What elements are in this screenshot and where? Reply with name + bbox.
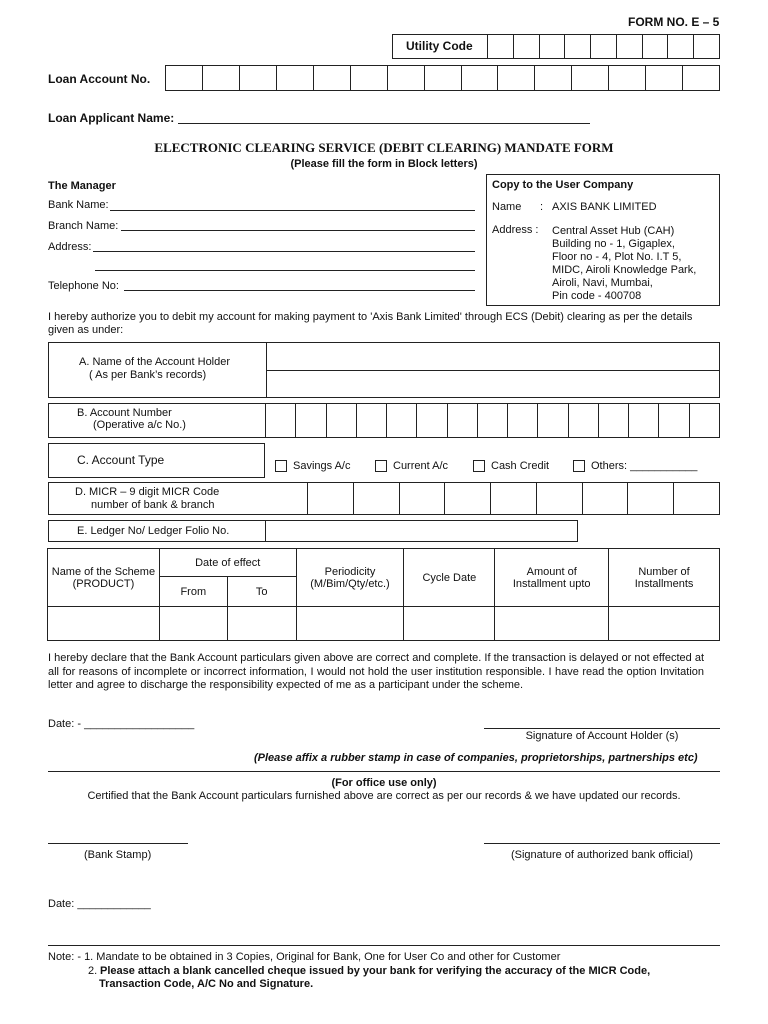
address-line: Airoli, Navi, Mumbai, [552, 277, 653, 289]
periodicity-input[interactable] [296, 607, 404, 641]
user-company-box [486, 174, 720, 306]
others-checkbox[interactable] [573, 460, 585, 472]
amount-header-line2: Installment upto [512, 577, 591, 590]
user-company-name-colon: : [540, 201, 544, 213]
to-header: To [227, 577, 296, 607]
others-label: Others: ___________ [591, 460, 698, 472]
micr-sublabel: number of bank & branch [91, 499, 215, 511]
number-input[interactable] [609, 607, 720, 641]
address-line: MIDC, Airoli Knowledge Park, [552, 264, 697, 276]
account-holder-sublabel: ( As per Bank’s records) [89, 369, 207, 381]
divider [48, 945, 720, 946]
form-number: FORM NO. E – 5 [628, 15, 720, 29]
user-company-address [552, 225, 696, 303]
cash-credit-option[interactable] [473, 460, 549, 472]
stamp-note: (Please affix a rubber stamp in case of companies, proprietorships, partnerships etc) [254, 752, 698, 764]
cash-credit-label: Cash Credit [491, 460, 550, 472]
office-use-heading: (For office use only) [331, 777, 437, 789]
micr-label: D. MICR – 9 digit MICR Code [75, 486, 220, 498]
amount-header-line1: Amount of [526, 565, 577, 578]
manager-heading: The Manager [48, 180, 116, 192]
micr-label-cell [48, 482, 308, 515]
ledger-input[interactable] [265, 520, 578, 542]
user-company-heading: Copy to the User Company [492, 179, 634, 191]
others-option[interactable] [573, 460, 697, 472]
bank-name-label: Bank Name: [48, 199, 109, 211]
address-line: Floor no - 4, Plot No. I.T 5, [552, 251, 682, 263]
declaration-text: I hereby declare that the Bank Account particulars given above are correct and complete. If the transaction is delayed or not effected at all for reasons of incomplete or incorrect information, I would not hold the user institution responsible. I have read the option Invitation letter and agree to discharge the responsibility expected of me as a participant under the scheme. [48, 652, 704, 691]
form-title: ELECTRONIC CLEARING SERVICE (DEBIT CLEARING) MANDATE FORM [154, 140, 614, 155]
account-number-label: B. Account Number [77, 407, 172, 419]
bank-stamp-line[interactable] [48, 843, 188, 844]
number-header-line2: Installments [634, 577, 694, 590]
ledger-label-cell [48, 520, 266, 542]
account-holder-row [48, 342, 720, 398]
utility-code-label-box [392, 34, 488, 59]
date-field-2[interactable]: Date: ____________ [48, 898, 151, 910]
account-number-label-cell [48, 403, 266, 438]
scheme-header-line1: Name of the Scheme [51, 565, 156, 578]
account-holder-input-2[interactable] [267, 371, 719, 397]
user-company-address-label: Address : [492, 224, 539, 236]
periodicity-header-line2: (M/Bim/Qty/etc.) [310, 577, 390, 590]
cycle-date-header: Cycle Date [404, 549, 495, 607]
cash-credit-checkbox[interactable] [473, 460, 485, 472]
certified-text: Certified that the Bank Account particulars furnished above are correct as per our records & we have updated our records. [87, 790, 681, 802]
address-input-line2[interactable] [95, 270, 475, 271]
utility-code-input[interactable] [487, 34, 720, 59]
scheme-header-line2: (PRODUCT) [72, 577, 135, 590]
date-of-effect-header: Date of effect [159, 549, 296, 577]
schedule-table [47, 548, 720, 641]
savings-option[interactable] [275, 460, 350, 472]
bank-stamp-label: (Bank Stamp) [84, 849, 152, 861]
signature-official-line[interactable] [484, 843, 720, 844]
loan-applicant-input[interactable] [178, 123, 590, 124]
from-input[interactable] [159, 607, 227, 641]
table-row [48, 607, 720, 641]
authorize-text: I hereby authorize you to debit my account for making payment to 'Axis Bank Limited' through ECS (Debit) clearing as per the details given as under: [48, 311, 693, 336]
user-company-name-label: Name [492, 201, 522, 213]
account-number-sublabel: (Operative a/c No.) [93, 419, 186, 431]
signature-holder-label: Signature of Account Holder (s) [525, 730, 679, 742]
address-label: Address: [48, 241, 92, 253]
note-1: Note: - 1. Mandate to be obtained in 3 Copies, Original for Bank, One for User Co and other for Customer [48, 951, 561, 963]
note-2: Please attach a blank cancelled cheque issued by your bank for verifying the accuracy of the MICR Code, [100, 965, 651, 977]
address-line: Central Asset Hub (CAH) [552, 225, 675, 237]
signature-holder-line[interactable] [484, 728, 720, 729]
date-field-1[interactable]: Date: - __________________ [48, 718, 195, 730]
micr-input[interactable] [307, 482, 720, 515]
note-2-continued: Transaction Code, A/C No and Signature. [99, 978, 314, 990]
telephone-input[interactable] [124, 290, 475, 291]
address-input-line1[interactable] [93, 251, 475, 252]
account-type-label: C. Account Type [77, 453, 165, 467]
address-line: Building no - 1, Gigaplex, [552, 238, 675, 250]
signature-official-label: (Signature of authorized bank official) [510, 849, 693, 861]
loan-account-label: Loan Account No. [48, 72, 151, 86]
address-line: Pin code - 400708 [552, 290, 642, 302]
amount-input[interactable] [495, 607, 609, 641]
amount-header [495, 549, 609, 607]
periodicity-header-line1: Periodicity [324, 565, 376, 578]
periodicity-header [296, 549, 404, 607]
account-holder-input-1[interactable] [267, 343, 719, 370]
account-holder-label-cell [49, 343, 267, 397]
form-subtitle: (Please fill the form in Block letters) [290, 158, 478, 170]
cycle-date-input[interactable] [404, 607, 495, 641]
number-header-line1: Number of [638, 565, 690, 578]
current-label: Current A/c [393, 460, 449, 472]
loan-account-input[interactable] [165, 65, 720, 91]
ledger-label: E. Ledger No/ Ledger Folio No. [77, 525, 230, 537]
scheme-input[interactable] [48, 607, 160, 641]
branch-name-label: Branch Name: [48, 220, 119, 232]
utility-code-label: Utility Code [406, 39, 473, 53]
account-type-label-cell [48, 443, 265, 478]
savings-checkbox[interactable] [275, 460, 287, 472]
note-2-number: 2. [88, 965, 98, 977]
to-input[interactable] [227, 607, 296, 641]
bank-name-input[interactable] [110, 210, 475, 211]
loan-applicant-label: Loan Applicant Name: [48, 111, 175, 125]
current-checkbox[interactable] [375, 460, 387, 472]
savings-label: Savings A/c [293, 460, 351, 472]
telephone-label: Telephone No: [48, 280, 119, 292]
user-company-name: AXIS BANK LIMITED [552, 201, 657, 213]
branch-name-input[interactable] [121, 230, 475, 231]
account-number-input[interactable] [265, 403, 720, 438]
divider [48, 771, 720, 772]
number-header [609, 549, 720, 607]
scheme-header [48, 549, 160, 607]
current-option[interactable] [375, 460, 448, 472]
from-header: From [159, 577, 227, 607]
account-holder-label: A. Name of the Account Holder [79, 356, 231, 368]
